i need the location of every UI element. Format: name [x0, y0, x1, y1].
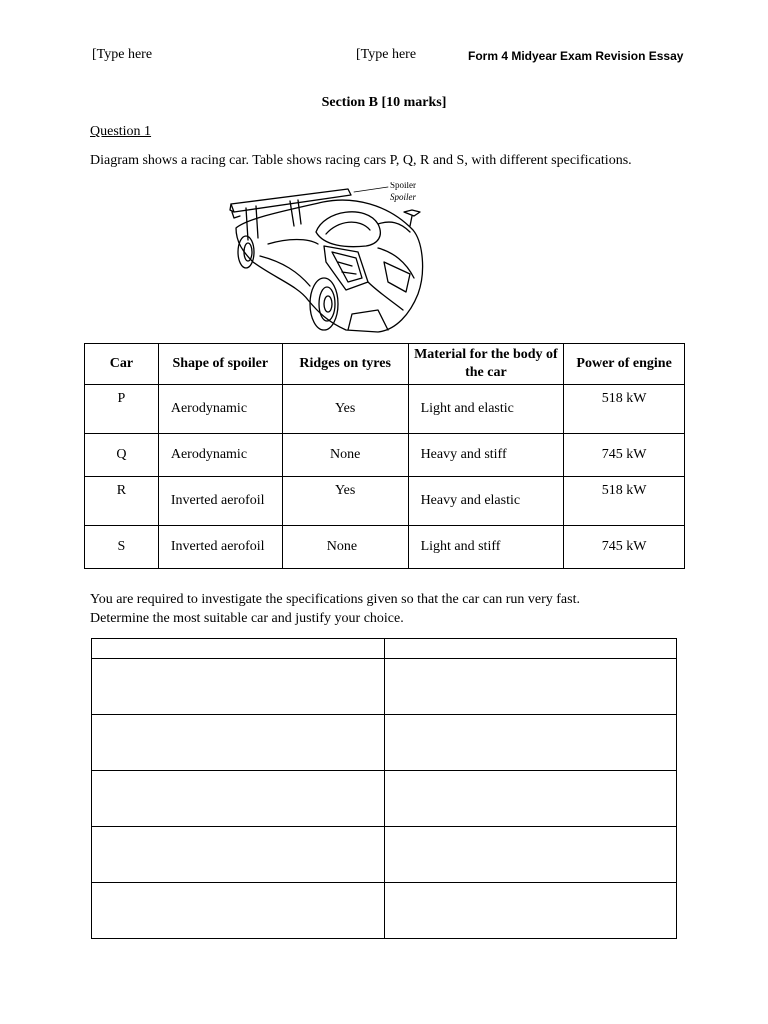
cell-car: P — [85, 385, 159, 434]
answer-cell[interactable] — [92, 659, 385, 715]
answer-cell[interactable] — [384, 827, 677, 883]
task-line-1: You are required to investigate the specifications given so that the car can run very fast. — [90, 592, 580, 607]
table-row — [85, 434, 685, 477]
answer-row — [92, 827, 677, 883]
table-row — [85, 477, 685, 526]
answer-cell[interactable] — [92, 771, 385, 827]
answer-header-row — [92, 639, 677, 659]
cell-spoiler: Aerodynamic — [158, 385, 282, 434]
answer-cell[interactable] — [92, 715, 385, 771]
cell-material: Light and stiff — [408, 526, 564, 569]
answer-cell[interactable] — [92, 827, 385, 883]
cell-car: S — [85, 526, 159, 569]
header-material: Material for the body of the car — [408, 344, 564, 385]
cell-car: R — [85, 477, 159, 526]
header-car: Car — [85, 344, 159, 385]
cell-power: 518 kW — [564, 477, 685, 526]
cell-material: Heavy and stiff — [408, 434, 564, 477]
header-title: Form 4 Midyear Exam Revision Essay — [468, 49, 684, 63]
answer-row — [92, 659, 677, 715]
cell-ridges: Yes — [282, 477, 408, 526]
cell-ridges: Yes — [282, 385, 408, 434]
answer-cell[interactable] — [384, 639, 677, 659]
cell-power: 745 kW — [564, 434, 685, 477]
answer-cell[interactable] — [384, 771, 677, 827]
answer-row — [92, 715, 677, 771]
specification-table — [84, 343, 685, 569]
task-line-2: Determine the most suitable car and justify your choice. — [90, 611, 404, 626]
answer-row — [92, 771, 677, 827]
answer-cell[interactable] — [384, 659, 677, 715]
cell-power: 745 kW — [564, 526, 685, 569]
header-ridges-on-tyres: Ridges on tyres — [282, 344, 408, 385]
diagram-label-spoiler: Spoiler — [390, 182, 416, 190]
cell-spoiler: Aerodynamic — [158, 434, 282, 477]
table-header-row — [85, 344, 685, 385]
question-label: Question 1 — [90, 124, 152, 139]
cell-ridges: None — [282, 434, 408, 477]
answer-cell[interactable] — [92, 883, 385, 939]
cell-power: 518 kW — [564, 385, 685, 434]
table-row — [85, 526, 685, 569]
cell-material: Heavy and elastic — [408, 477, 564, 526]
racing-car-diagram — [228, 182, 428, 337]
header-left-placeholder: [Type here — [92, 47, 153, 62]
header-middle-placeholder: [Type here — [356, 47, 417, 62]
section-title: Section B [10 marks] — [321, 95, 447, 110]
header-power-of-engine: Power of engine — [564, 344, 685, 385]
cell-material: Light and elastic — [408, 385, 564, 434]
answer-row — [92, 883, 677, 939]
task-instructions — [90, 590, 580, 628]
header-shape-of-spoiler: Shape of spoiler — [158, 344, 282, 385]
answer-table — [91, 638, 677, 939]
answer-cell[interactable] — [92, 639, 385, 659]
intro-text: Diagram shows a racing car. Table shows racing cars P, Q, R and S, with different specifications. — [90, 153, 632, 168]
cell-ridges: None — [282, 526, 408, 569]
answer-cell[interactable] — [384, 715, 677, 771]
answer-cell[interactable] — [384, 883, 677, 939]
cell-car: Q — [85, 434, 159, 477]
table-row — [85, 385, 685, 434]
cell-spoiler: Inverted aerofoil — [158, 526, 282, 569]
diagram-label-spoiler-italic: Spoiler — [390, 192, 416, 202]
cell-spoiler: Inverted aerofoil — [158, 477, 282, 526]
